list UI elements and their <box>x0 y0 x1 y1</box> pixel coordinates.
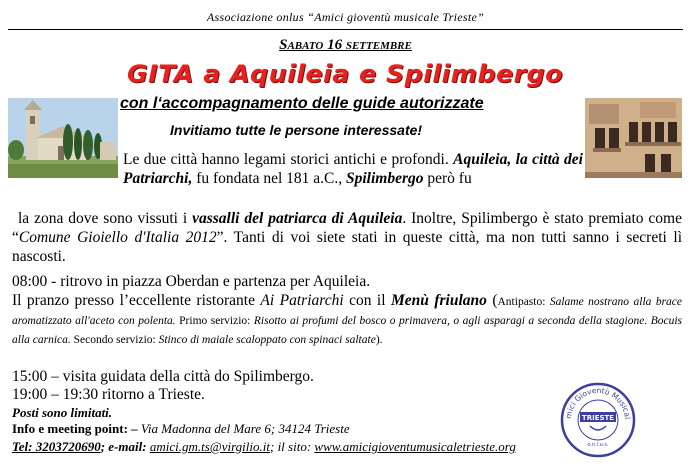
header-rule <box>8 29 683 30</box>
phone-number[interactable]: Tel: 3203720690 <box>12 439 101 454</box>
schedule-guided-tour: 15:00 – visita guidata della città do Spilimbergo. <box>12 368 314 385</box>
lunch-paragraph <box>12 292 682 349</box>
spilimbergo-photo <box>585 98 682 178</box>
lunch-close: ). <box>375 334 383 346</box>
meeting-label: Info e meeting point: <box>12 421 128 436</box>
secondo-dish: Stinco di maiale scaloppato con spinaci saltate <box>158 334 376 346</box>
schedule-return: 19:00 – 19:30 ritorno a Trieste. <box>12 386 205 403</box>
logo-center-text: TRIESTE <box>581 414 615 422</box>
limited-seats-note: Posti sono limitati. <box>12 405 113 420</box>
website-link[interactable]: www.amicigioventumusicaletrieste.org <box>314 439 516 454</box>
event-date: Sabato 16 settembre <box>279 37 412 53</box>
schedule-departure: 08:00 - ritrovo in piazza Oberdan e partenza per Aquileia. <box>12 273 371 290</box>
event-title: GITA a Aquileia e Spilimbergo <box>127 60 563 88</box>
meeting-address: Via Madonna del Mare 6; 34124 Trieste <box>140 421 350 436</box>
invitation-line: Invitiamo tutte le persone interessate! <box>170 122 423 138</box>
meeting-point <box>12 421 350 437</box>
comune-gioiello-highlight: Comune Gioiello d'Italia 2012 <box>18 229 217 246</box>
email-link[interactable]: amici.gm.ts@virgilio.it <box>149 439 270 454</box>
menu-name: Menù friulano <box>390 292 487 309</box>
intro-paragraph-1 <box>123 150 583 188</box>
intro-text: Le due città hanno legami storici antichi e profondi. <box>123 151 454 168</box>
lunch-text: con il <box>343 292 391 309</box>
intro-text: ”. Tanti di voi siete stati in queste città, ma non tutti sanno i secreti lì nascosti. <box>12 229 682 265</box>
vassalli-highlight: vassalli del patriarca di Aquileia <box>192 210 403 227</box>
logo-ring-text: mici Gioventù Musical <box>563 385 632 420</box>
aquileia-highlight: Aquileia, la città dei Patriarchi, <box>123 151 583 187</box>
intro-text: però fu <box>423 170 472 187</box>
intro-text: . Inoltre, Spilimbergo è stato premiato come “ <box>12 210 682 246</box>
logo-bottom-text: o.n.l.u.s. <box>587 442 609 448</box>
restaurant-name: Ai Patriarchi <box>260 292 344 309</box>
intro-text: la zona dove sono vissuti i <box>18 210 193 227</box>
site-label: ; il sito: <box>269 439 315 454</box>
meeting-dash: – <box>127 421 141 436</box>
primo-label: Primo servizio: <box>175 315 254 327</box>
contact-line <box>12 439 516 455</box>
intro-paragraph-2 <box>12 209 682 266</box>
lunch-text: Il pranzo presso l’eccellente ristorante <box>12 292 261 309</box>
antipasto-dish: Salame nostrano alla brace aromatizzato all'aceto con polenta. <box>12 296 683 327</box>
email-label: ; e-mail: <box>100 439 150 454</box>
secondo-label: Secondo servizio: <box>70 334 159 346</box>
association-header: Associazione onlus “Amici gioventù musicale Trieste” <box>206 10 485 24</box>
lunch-text: ( <box>486 292 498 309</box>
aquileia-photo <box>8 98 118 178</box>
intro-text: fu fondata nel 181 a.C., <box>192 170 346 187</box>
primo-dish: Risotto ai profumi del bosco o primavera, o agli asparagi a seconda della stagione. Bocuis alla carnica. <box>12 315 682 346</box>
spilimbergo-highlight: Spilimbergo <box>346 170 424 187</box>
antipasto-label: Antipasto: <box>497 296 550 308</box>
event-subtitle: con l‘accompagnamento delle guide autorizzate <box>120 95 484 112</box>
association-logo <box>560 382 636 463</box>
